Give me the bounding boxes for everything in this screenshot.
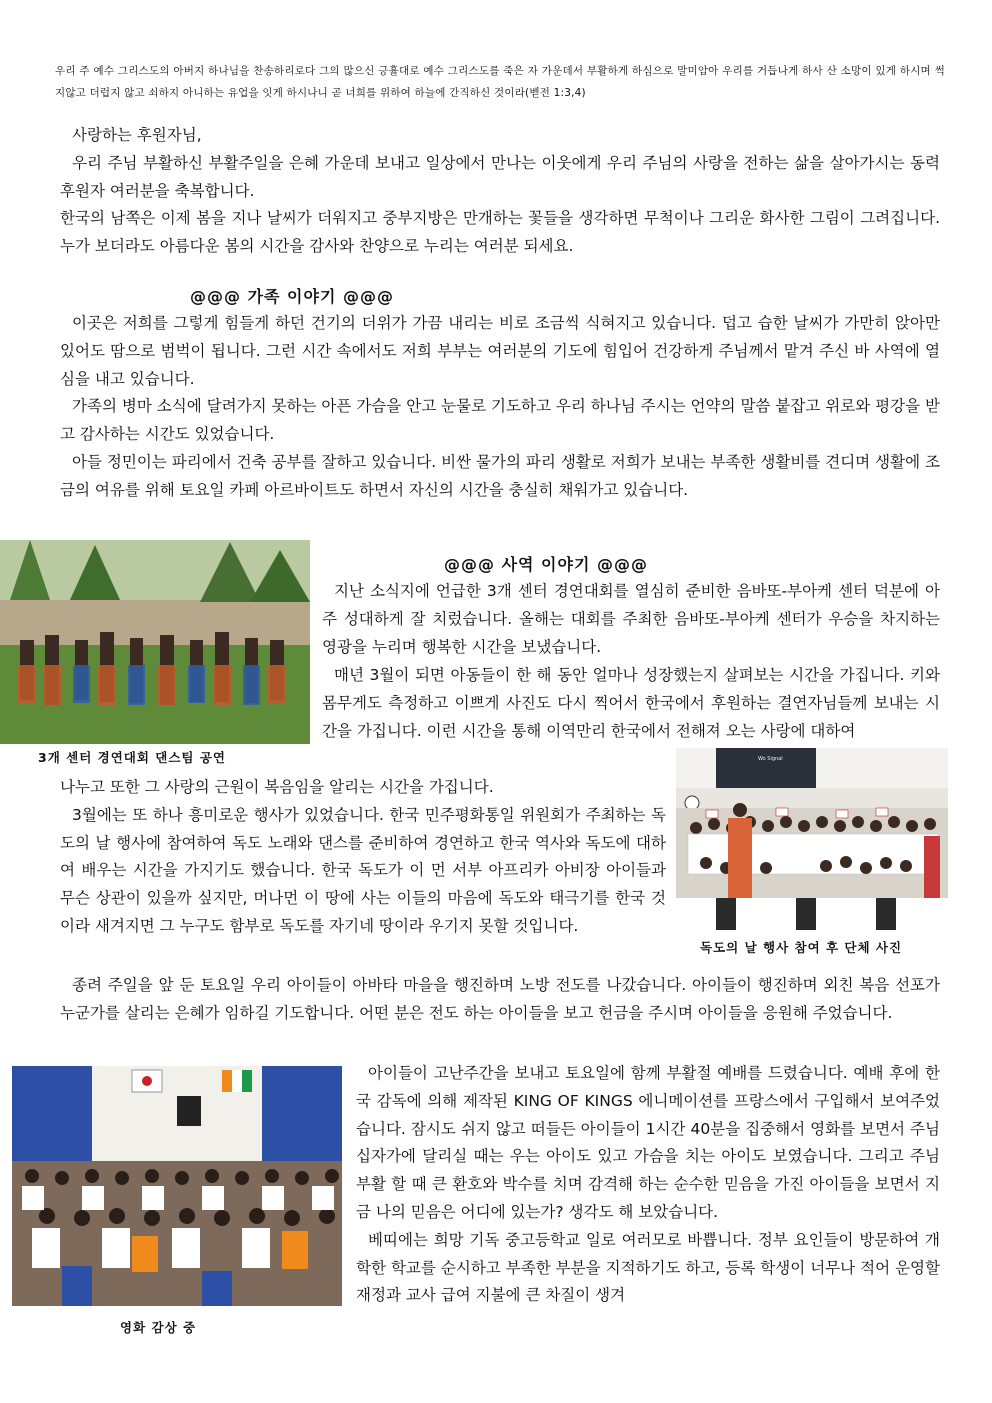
bible-verse: 우리 주 예수 그리스도의 아버지 하나님을 찬송하리로다 그의 많으신 긍휼대로 예수 그리스도를 죽은 자 가운데서 부활하게 하심으로 말미암아 우리를 거듭나게 하사 산 소망이 있게 하시며 썩지않고 더럽지 않고 쇠하지 아니하는 유업을 잇게 하시나니 곧 너희를 위하여 하늘에 간직하신 것이라(벧전 1:3,4)	[55, 65, 945, 99]
family-paragraph-3: 아들 정민이는 파리에서 건축 공부를 잘하고 있습니다. 비싼 물가의 파리 생활로 저희가 보내는 부족한 생활비를 견디며 생활에 조금의 여유를 위해 토요일 카페 아르바이트도 하면서 자신의 시간을 충실히 채워가고 있습니다.	[60, 452, 940, 499]
salutation: 사랑하는 후원자님,	[72, 126, 202, 144]
ministry-paragraph-5: 아이들이 고난주간을 보내고 토요일에 함께 부활절 예배를 드렸습니다. 예배 후에 한국 감독에 의해 제작된 KING OF KINGS 에니메이션를 프랑스에서 구입해서 보여주었습니다. 잠시도 쉬지 않고 떠들든 아이들이 1시간 40분을 집중해서 영화를 보면서 주님 십자가에 달리실 때는 우는 아이도 있고 가슴을 치는 아이도 보였습니다. 그리고 주님 부활 할 때 큰 환호와 박수를 치며 감격해 하는 순수한 믿음을 가진 아이들을 보면서 지금 나의 믿음은 어디에 있는가? 생각도 해 보았습니다.	[356, 1064, 940, 1221]
greeting-section	[60, 122, 940, 261]
ministry-paragraph-2b: 나누고 또한 그 사랑의 근원이 복음임을 알리는 시간을 가집니다.	[60, 778, 494, 796]
ministry-section-mid	[322, 662, 940, 746]
dance-team-photo	[0, 540, 310, 744]
family-paragraph-1: 이곳은 저희를 그렇게 힘들게 하던 건기의 더위가 가끔 내리는 비로 조금씩 식혀지고 있습니다. 덥고 습한 날씨가 가만히 앉아만 있어도 땀으로 범벅이 됩니다. 그런 시간 속에서도 저희 부부는 여러분의 기도에 힘입어 건강하게 주님께서 맡겨 주신 바 사역에 열심을 내고 있습니다.	[60, 314, 940, 388]
ministry-section-easter	[356, 1060, 940, 1310]
ministry-paragraph-4: 종려 주일을 앞 둔 토요일 우리 아이들이 아바타 마을을 행진하며 노방 전도를 나갔습니다. 아이들이 행진하며 외친 복음 선포가 누군가를 살리는 은혜가 임하길 기도합니다. 어떤 분은 전도 하는 아이들을 보고 헌금을 주시며 아이들을 응원해 주었습니다.	[60, 976, 940, 1022]
ministry-paragraph-2a: 매년 3월이 되면 아동들이 한 해 동안 얼마나 성장했는지 살펴보는 시간을 가집니다. 키와 몸무게도 측정하고 이쁘게 사진도 다시 찍어서 한국에서 후원하는 결연자님들께 보내는 시간을 가집니다. 이런 시간을 통해 이역만리 한국에서 전해져 오는 사랑에 대하여	[322, 666, 940, 740]
ministry-section-top	[322, 578, 940, 661]
ministry-paragraph-3: 3월에는 또 하나 흥미로운 행사가 있었습니다. 한국 민주평화통일 위원회가 주최하는 독도의 날 행사에 참여하여 독도 노래와 댄스를 준비하여 경연하고 한국 역사와 독도에 대하여 배우는 시간을 가지기도 했습니다. 한국 독도가 이 먼 서부 아프리카 아비장 아이들과 무슨 상관이 있을까 싶지만, 머나먼 이 땅에 사는 이들의 마음에 독도와 태극기를 한국 것이라 새겨지면 그 누구도 함부로 독도를 자기네 땅이라 우기지 못할 것입니다.	[60, 805, 666, 935]
dokdo-group-photo	[676, 748, 948, 930]
ministry-paragraph-6: 베띠에는 희망 기독 중고등학교 일로 여러모로 바쁩니다. 정부 요인들이 방문하여 개학한 학교를 순시하고 부족한 부분을 지적하기도 하고, 등록 학생이 너무나 적어 운영할 재정과 교사 급여 지불에 큰 차질이 생겨	[356, 1230, 940, 1305]
screen-title: Wo Signal	[758, 756, 783, 762]
ministry-section-march	[60, 972, 940, 1028]
family-heading: @@@ 가족 이야기 @@@	[190, 287, 394, 306]
greeting-paragraph-2: 한국의 남쪽은 이제 봄을 지나 날씨가 더워지고 중부지방은 만개하는 꽃들을 생각하면 무척이나 그리운 화사한 그림이 그려집니다. 누가 보더라도 아름다운 봄의 시간을 감사와 찬양으로 누리는 여러분 되세요.	[60, 209, 940, 256]
ministry-paragraph-1: 지난 소식지에 언급한 3개 센터 경연대회를 열심히 준비한 음바또-부아케 센터 덕분에 아주 성대하게 잘 치렀습니다. 올해는 대회를 주최한 음바또-부아케 센터가 우승을 차지하는 영광을 누리며 행복한 시간을 보냈습니다.	[322, 582, 940, 656]
movie-photo-caption: 영화 감상 중	[120, 1320, 197, 1335]
greeting-paragraph-1: 우리 주님 부활하신 부활주일을 은혜 가운데 보내고 일상에서 만나는 이웃에게 우리 주님의 사랑을 전하는 삶을 살아가시는 동력 후원자 여러분을 축복합니다.	[60, 153, 940, 200]
dokdo-photo-caption: 독도의 날 행사 참여 후 단체 사진	[700, 940, 903, 955]
family-section	[60, 310, 940, 505]
dance-photo-caption: 3개 센터 경연대회 댄스팀 공연	[38, 750, 227, 765]
ministry-section-dokdo	[60, 774, 666, 941]
movie-watching-photo	[12, 1066, 342, 1306]
ministry-heading: @@@ 사역 이야기 @@@	[444, 555, 648, 574]
family-paragraph-2: 가족의 병마 소식에 달려가지 못하는 아픈 가슴을 안고 눈물로 기도하고 우리 하나님 주시는 언약의 말씀 붙잡고 위로와 평강을 받고 감사하는 시간도 있었습니다.	[60, 397, 940, 444]
